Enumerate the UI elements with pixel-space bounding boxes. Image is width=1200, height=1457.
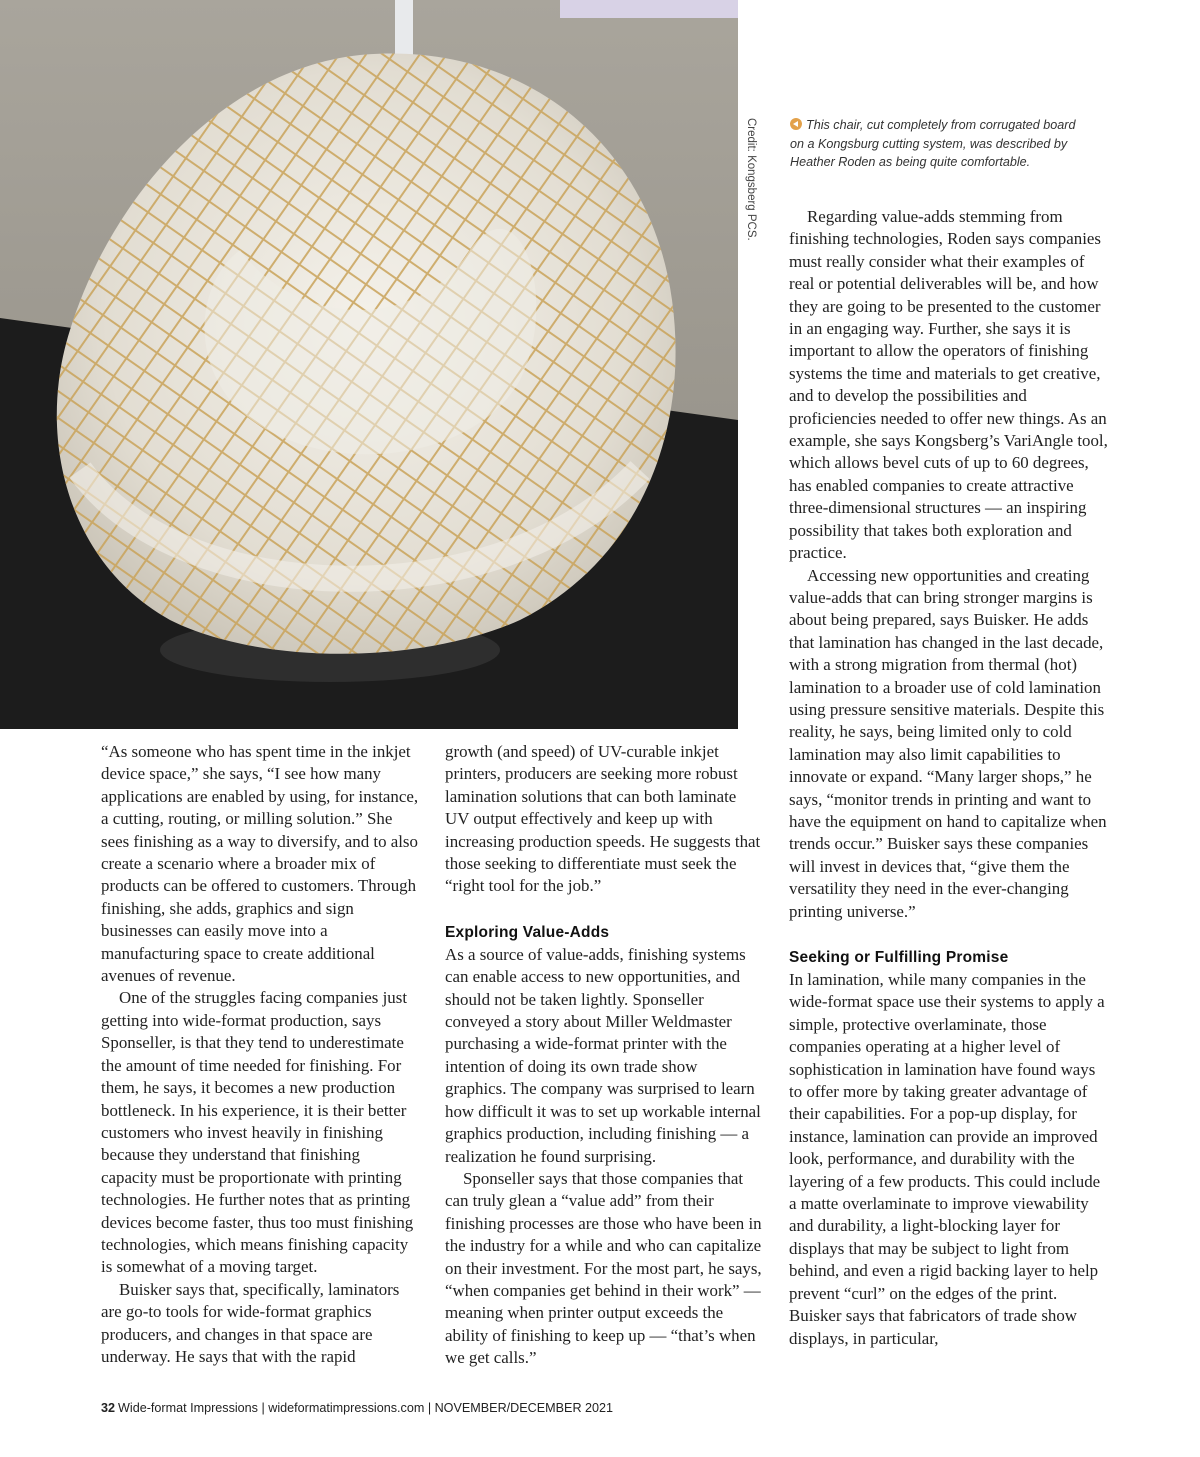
- photo-caption-text: This chair, cut completely from corrugated board on a Kongsburg cutting system, was described by Heather Roden as being quite comfortable.: [790, 118, 1076, 169]
- paragraph: Buisker says that, specifically, laminators are go-to tools for wide-format graphics producers, and changes in that space are underway. He says that with the rapid: [101, 1279, 400, 1366]
- paragraph: Accessing new opportunities and creating value-adds that can bring stronger margins is about being prepared, says Buisker. He adds that lamination has changed in the last decade, with a strong migration from thermal (hot) lamination to a broader use of cold lamination using pressure sensitive materials. Despite this reality, he says, being limited only to cold lamination may also limit capabilities to innovate or expand. “Many larger shops,” he says, “monitor trends in printing and want to have the equipment on hand to capitalize when trends occur.” Buisker says these companies will invest in devices that, “give them the versatility they need in the ever-changing printing universe.”: [789, 565, 1107, 921]
- chair-photo: [0, 0, 738, 729]
- article-column-3: [789, 206, 1111, 1350]
- paragraph: growth (and speed) of UV-curable inkjet printers, producers are seeking more robust lamination solutions that can both laminate UV output effectively and keep up with increasing production speeds. He suggests that those seeking to differentiate must seek the “right tool for the job.”: [445, 742, 761, 896]
- paragraph: Regarding value-adds stemming from finishing technologies, Roden says companies must really consider what their examples of real or potential deliverables will be, and how they are going to be presented to the customer in an engaging way. Further, she says it is important to allow the operators of finishing systems the time and materials to get creative, and to develop the possibilities and proficiencies needed to offer new things. As an example, she says Kongsberg’s VariAngle tool, which allows bevel cuts of up to 60 degrees, has enabled companies to create attractive three-dimensional structures — an inspiring possibility that takes both exploration and practice.: [789, 207, 1108, 563]
- section-heading: Exploring Value-Adds: [445, 923, 610, 941]
- photo-credit-text: Credit: Kongsberg PCS.: [745, 118, 757, 241]
- paragraph: One of the struggles facing companies just getting into wide-format production, says Sponseller, is that they tend to underestimate the amount of time needed for finishing. For them, he says, it becomes a new production bottleneck. In his experience, it is their better customers who invest heavily in finishing because they understand that finishing capacity must be proportionate with printing technologies. He further notes that as printing devices become faster, thus too must finishing technologies, which means finishing capacity is somewhat of a moving target.: [101, 988, 414, 1277]
- page-footer: [101, 1401, 613, 1415]
- paragraph: In lamination, while many companies in the wide-format space use their systems to apply a simple, protective overlaminate, those companies operating at a higher level of sophistication in lamination have found ways to offer more by taking greater advantage of their capabilities. For a pop-up display, for instance, lamination can provide an improved look, performance, and durability with the layering of a few products. This could include a matte overlaminate to improve viewability and durability, a light-blocking layer for displays that may be subject to light from behind, and even a rigid backing layer to help prevent “curl” on the edges of the print. Buisker says that fabricators of trade show displays, in particular,: [789, 970, 1105, 1348]
- section-heading: Seeking or Fulfilling Promise: [789, 949, 1009, 966]
- caption-arrow-icon: [790, 118, 802, 130]
- footer-text: Wide-format Impressions | wideformatimpressions.com | NOVEMBER/DECEMBER 2021: [118, 1401, 614, 1415]
- paragraph: As a source of value-adds, finishing systems can enable access to new opportunities, and should not be taken lightly. Sponseller conveyed a story about Miller Weldmaster purchasing a wide-format printer with the intention of doing its own trade show graphics. The company was surprised to learn how difficult it was to set up workable internal graphics production, including finishing — a realization he found surprising.: [445, 944, 761, 1166]
- article-column-2: [445, 741, 763, 1370]
- photo-caption: [790, 116, 1090, 172]
- article-column-1: [101, 741, 419, 1368]
- paragraph: “As someone who has spent time in the inkjet device space,” she says, “I see how many applications are enabled by using, for instance, a cutting, routing, or milling solution.” She sees finishing as a way to diversify, and to also create a scenario where a broader mix of products can be offered to customers. Through finishing, she adds, graphics and sign businesses can easily move into a manufacturing space to create additional avenues of revenue.: [101, 742, 419, 986]
- page-number: 32: [101, 1401, 116, 1415]
- photo-credit: [741, 118, 759, 298]
- paragraph: Sponseller says that those companies that can truly glean a “value add” from their finishing processes are those who have been in the industry for a while and who can capitalize on their investment. For the most part, he says, “when companies get behind in their work” — meaning when printer output exceeds the ability of finishing to keep up — “that’s when we get calls.”: [445, 1168, 762, 1368]
